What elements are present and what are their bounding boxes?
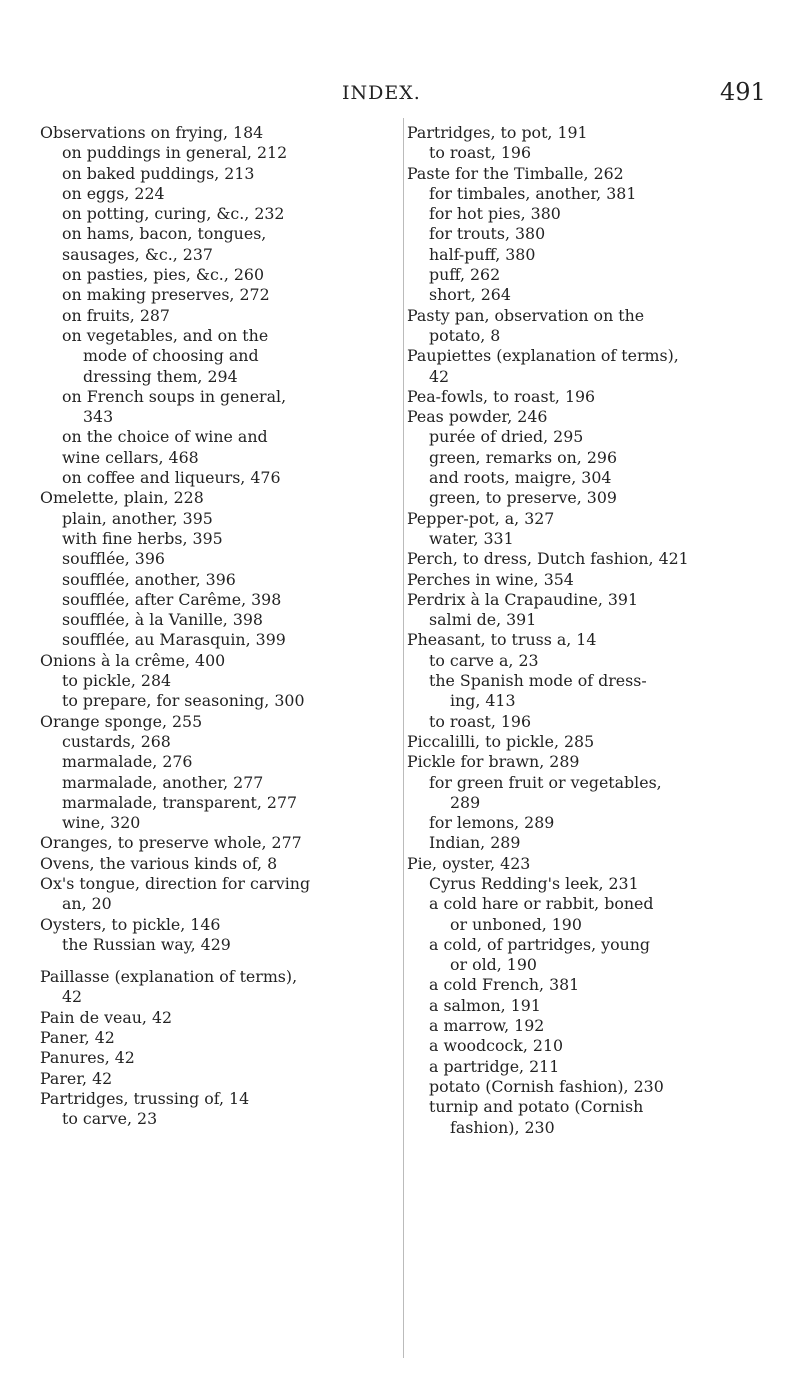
index-subentry: puff, 262 (429, 265, 501, 285)
index-subentry: on eggs, 224 (62, 183, 165, 203)
index-subentry: mode of choosing and (83, 346, 259, 366)
index-entry: Paupiettes (explanation of terms), (407, 346, 679, 366)
index-subentry: a woodcock, 210 (429, 1036, 564, 1056)
index-entry: Perdrix à la Crapaudine, 391 (407, 589, 639, 609)
index-subentry: on puddings in general, 212 (62, 143, 288, 163)
index-subentry: on baked puddings, 213 (62, 163, 255, 183)
index-subentry: soufflée, 396 (62, 549, 165, 569)
index-subentry: short, 264 (429, 285, 511, 305)
index-subentry: green, remarks on, 296 (429, 447, 618, 467)
index-subentry: wine cellars, 468 (62, 447, 199, 467)
index-subentry: a partridge, 211 (429, 1056, 560, 1076)
index-column-right (407, 123, 772, 1138)
index-entry: Oysters, to pickle, 146 (40, 914, 221, 934)
index-subentry: water, 331 (429, 528, 514, 548)
index-entry: Onions à la crême, 400 (40, 650, 226, 670)
index-subentry: to prepare, for seasoning, 300 (62, 691, 305, 711)
index-subentry: for hot pies, 380 (429, 204, 561, 224)
index-subentry: on hams, bacon, tongues, (62, 224, 267, 244)
index-subentry: on pasties, pies, &c., 260 (62, 265, 265, 285)
index-subentry: soufflée, au Marasquin, 399 (62, 630, 286, 650)
index-entry: Pain de veau, 42 (40, 1007, 173, 1027)
index-subentry: on making preserves, 272 (62, 285, 270, 305)
index-subentry: or old, 190 (450, 955, 537, 975)
index-subentry: sausages, &c., 237 (62, 244, 213, 264)
index-entry: Perch, to dress, Dutch fashion, 421 (407, 549, 689, 569)
index-subentry: a marrow, 192 (429, 1016, 545, 1036)
index-subentry: for green fruit or vegetables, (429, 772, 662, 792)
entry-gap (40, 955, 400, 967)
index-subentry: dressing them, 294 (83, 366, 238, 386)
index-subentry: 343 (83, 407, 114, 427)
index-subentry: for lemons, 289 (429, 813, 555, 833)
index-subentry: on the choice of wine and (62, 427, 268, 447)
index-subentry: marmalade, transparent, 277 (62, 792, 298, 812)
index-entry: Omelette, plain, 228 (40, 488, 204, 508)
index-entry: Pasty pan, observation on the (407, 305, 645, 325)
index-entry: Oranges, to preserve whole, 277 (40, 833, 302, 853)
index-subentry: a cold, of partridges, young (429, 934, 651, 954)
index-entry: Ox's tongue, direction for carving (40, 873, 311, 893)
index-subentry: an, 20 (62, 894, 112, 914)
index-subentry: turnip and potato (Cornish (429, 1097, 644, 1117)
index-subentry: to pickle, 284 (62, 671, 172, 691)
index-entry: Paillasse (explanation of terms), (40, 967, 298, 987)
index-entry: Observations on frying, 184 (40, 123, 264, 142)
index-entry: Piccalilli, to pickle, 285 (407, 731, 595, 751)
index-subentry: to roast, 196 (429, 711, 532, 731)
index-subentry: soufflée, à la Vanille, 398 (62, 610, 263, 630)
index-subentry: with fine herbs, 395 (62, 528, 223, 548)
index-entry: Parer, 42 (40, 1068, 113, 1088)
index-subentry: half-puff, 380 (429, 244, 536, 264)
index-entry: Paner, 42 (40, 1028, 115, 1048)
index-subentry: potato, 8 (429, 325, 501, 345)
index-subentry: for timbales, another, 381 (429, 183, 637, 203)
index-subentry: potato (Cornish fashion), 230 (429, 1076, 664, 1096)
index-subentry: purée of dried, 295 (429, 427, 584, 447)
index-entry: Pheasant, to truss a, 14 (407, 630, 597, 650)
index-subentry: 42 (62, 987, 83, 1007)
index-subentry: the Spanish mode of dress- (429, 671, 647, 691)
index-entry: Paste for the Timballe, 262 (407, 163, 624, 183)
index-entry: Partridges, trussing of, 14 (40, 1088, 250, 1108)
index-entry: Pickle for brawn, 289 (407, 752, 580, 772)
index-subentry: green, to preserve, 309 (429, 488, 617, 508)
index-subentry: plain, another, 395 (62, 508, 213, 528)
index-subentry: to carve, 23 (62, 1109, 158, 1129)
index-entry: Orange sponge, 255 (40, 711, 203, 731)
index-column-left (40, 123, 400, 1130)
page-title: INDEX. (342, 82, 421, 104)
index-subentry: 289 (450, 792, 481, 812)
index-subentry: a salmon, 191 (429, 995, 541, 1015)
index-subentry: 42 (429, 366, 450, 386)
index-subentry: fashion), 230 (450, 1117, 555, 1137)
index-subentry: on potting, curing, &c., 232 (62, 204, 285, 224)
index-subentry: Indian, 289 (429, 833, 521, 853)
index-entry: Ovens, the various kinds of, 8 (40, 853, 278, 873)
index-subentry: on fruits, 287 (62, 305, 170, 325)
index-subentry: on vegetables, and on the (62, 325, 269, 345)
index-subentry: on coffee and liqueurs, 476 (62, 468, 281, 488)
page-header (0, 78, 800, 112)
index-entry: Pepper-pot, a, 327 (407, 508, 555, 528)
index-subentry: soufflée, after Carême, 398 (62, 589, 282, 609)
index-entry: Pea-fowls, to roast, 196 (407, 386, 596, 406)
index-subentry: marmalade, 276 (62, 752, 193, 772)
index-subentry: Cyrus Redding's leek, 231 (429, 873, 639, 893)
index-entry: Peas powder, 246 (407, 407, 548, 427)
index-subentry: ing, 413 (450, 691, 516, 711)
index-entry: Partridges, to pot, 191 (407, 123, 588, 142)
column-divider (403, 118, 404, 1358)
index-subentry: and roots, maigre, 304 (429, 468, 612, 488)
index-subentry: for trouts, 380 (429, 224, 546, 244)
index-subentry: to carve a, 23 (429, 650, 539, 670)
index-subentry: salmi de, 391 (429, 610, 537, 630)
index-subentry: a cold hare or rabbit, boned (429, 894, 654, 914)
index-entry: Perches in wine, 354 (407, 569, 574, 589)
index-subentry: to roast, 196 (429, 143, 532, 163)
index-subentry: a cold French, 381 (429, 975, 580, 995)
index-entry: Pie, oyster, 423 (407, 853, 531, 873)
index-subentry: or unboned, 190 (450, 914, 582, 934)
index-subentry: on French soups in general, (62, 386, 287, 406)
index-subentry: wine, 320 (62, 813, 141, 833)
page-number: 491 (720, 78, 766, 106)
index-entry: Panures, 42 (40, 1048, 135, 1068)
index-subentry: soufflée, another, 396 (62, 569, 236, 589)
index-subentry: marmalade, another, 277 (62, 772, 264, 792)
index-subentry: the Russian way, 429 (62, 934, 231, 954)
index-subentry: custards, 268 (62, 731, 171, 751)
